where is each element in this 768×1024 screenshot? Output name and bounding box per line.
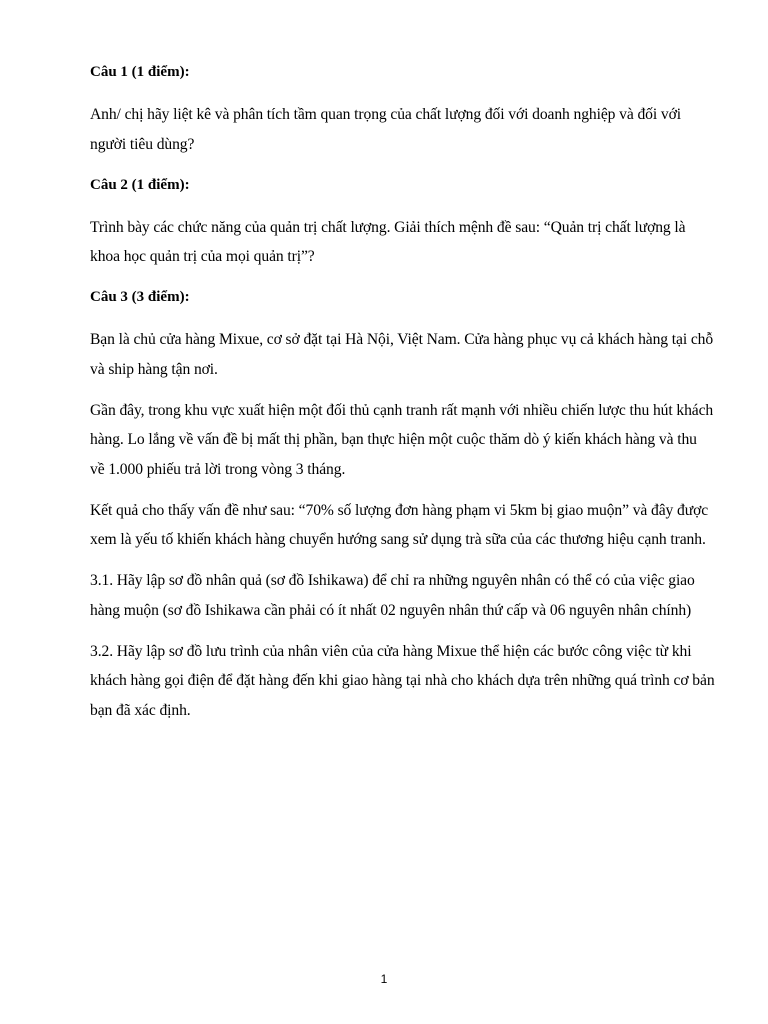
- question-2-text: Trình bày các chức năng của quản trị chất lượng. Giải thích mệnh đề sau: “Quản trị chất lượng là khoa học quản trị của mọi quản trị”?: [90, 218, 686, 265]
- question-2-heading: Câu 2 (1 điểm):: [90, 176, 190, 193]
- question-3-scenario: Bạn là chủ cửa hàng Mixue, cơ sở đặt tại Hà Nội, Việt Nam. Cửa hàng phục vụ cả khách hàng tại chỗ và ship hàng tận nơi.: [90, 331, 714, 378]
- question-3-context: Gần đây, trong khu vực xuất hiện một đối thủ cạnh tranh rất mạnh với nhiều chiến lược thu hút khách hàng. Lo lắng về vấn đề bị mất thị phần, bạn thực hiện một cuộc thăm dò ý kiến khách hàng và thu về 1.000 phiếu trả lời trong vòng 3 tháng.: [90, 401, 714, 478]
- page-number: 1: [380, 972, 388, 986]
- question-3-1-task: 3.1. Hãy lập sơ đồ nhân quả (sơ đồ Ishikawa) để chỉ ra những nguyên nhân có thể có của việc giao hàng muộn (sơ đồ Ishikawa cần phải có ít nhất 02 nguyên nhân thứ cấp và 06 nguyên nhân chính): [90, 572, 695, 619]
- question-3-survey-result: Kết quả cho thấy vấn đề như sau: “70% số lượng đơn hàng phạm vi 5km bị giao muộn” và đây được xem là yếu tố khiến khách hàng chuyển hướng sang sử dụng trà sữa của các thương hiệu cạnh tranh.: [90, 501, 709, 548]
- question-1-text: Anh/ chị hãy liệt kê và phân tích tầm quan trọng của chất lượng đối với doanh nghiệp và đối với người tiêu dùng?: [90, 106, 681, 153]
- question-3-heading: Câu 3 (3 điểm):: [90, 289, 190, 305]
- document-body: [90, 58, 715, 737]
- question-3-2-task: 3.2. Hãy lập sơ đồ lưu trình của nhân viên của cửa hàng Mixue thể hiện các bước công việc từ khi khách hàng gọi điện để đặt hàng đến khi giao hàng tại nhà cho khách dựa trên những quá trình cơ bản bạn đã xác định.: [90, 642, 715, 719]
- question-1-heading: Câu 1 (1 điểm):: [90, 64, 190, 80]
